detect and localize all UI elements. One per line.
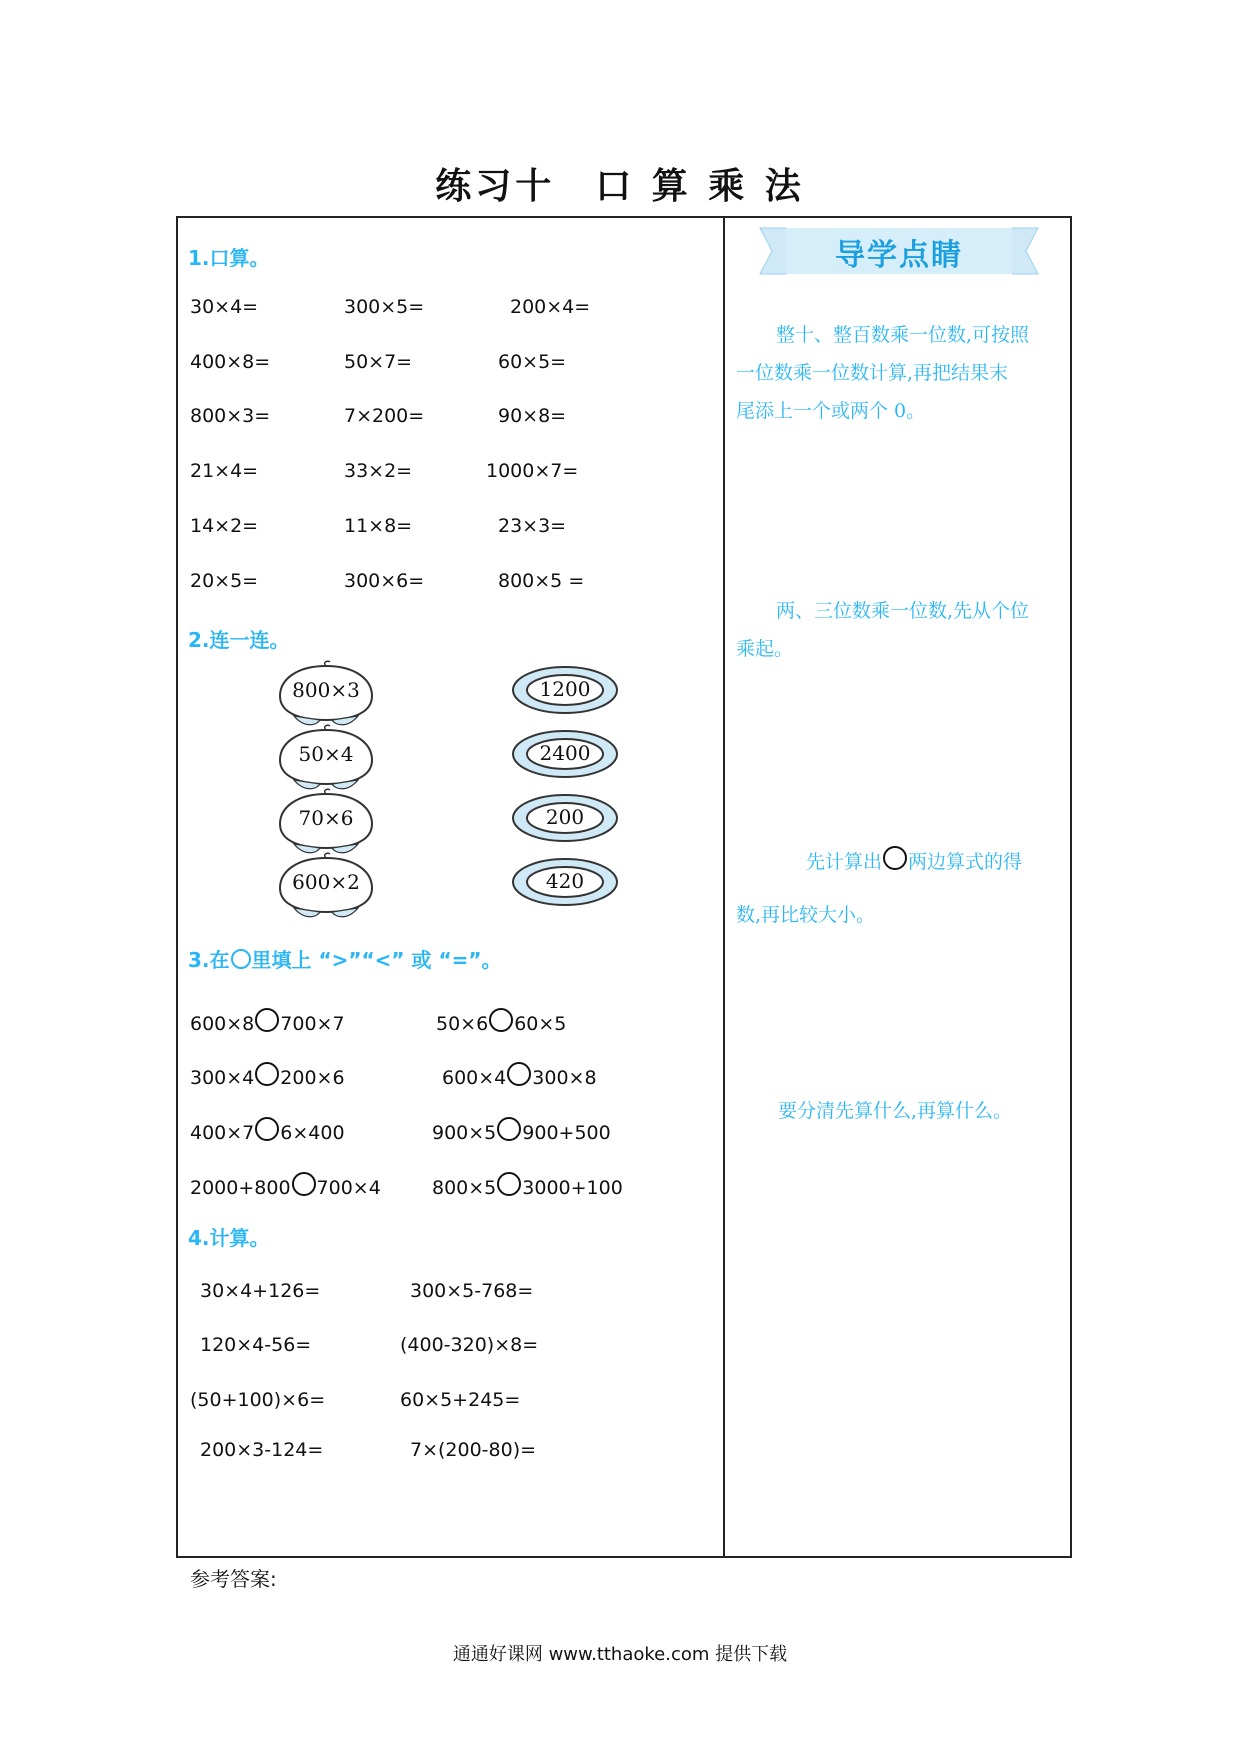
answer-circle[interactable] (292, 1172, 316, 1196)
tip-2 (736, 592, 1029, 668)
match-right-item: 1200 (539, 677, 591, 701)
answer-circle[interactable] (497, 1172, 521, 1196)
answer-circle[interactable] (255, 1062, 279, 1086)
answer-circle[interactable] (255, 1008, 279, 1032)
page-title: 练习十 口 算 乘 法 (435, 165, 805, 207)
oral-item: 300×6= (344, 570, 425, 592)
compare-right-expr: 6×400 (280, 1122, 345, 1144)
calc-item: 120×4-56= (200, 1334, 312, 1356)
compare-item (436, 1008, 566, 1035)
compare-item (432, 1172, 623, 1199)
compare-left-expr: 900×5 (432, 1122, 497, 1144)
tip-1 (736, 316, 1029, 430)
oral-item: 50×7= (344, 351, 413, 373)
circle-icon (231, 949, 251, 969)
section-1-heading: 1.口算。 (188, 246, 270, 270)
tip-3-suffix: 两边算式的得 (908, 851, 1023, 873)
calc-item: (50+100)×6= (190, 1389, 326, 1411)
oral-item: 20×5= (190, 570, 259, 592)
compare-left-expr: 400×7 (190, 1122, 255, 1144)
oral-item: 30×4= (190, 296, 259, 318)
compare-right-expr: 900+500 (522, 1122, 611, 1144)
match-left-item: 800×3 (292, 678, 360, 702)
tip-3 (806, 846, 1022, 874)
compare-item (442, 1062, 597, 1089)
oral-item: 14×2= (190, 515, 259, 537)
compare-left-expr: 600×8 (190, 1013, 255, 1035)
oral-item: 60×5= (498, 351, 567, 373)
oral-item: 800×5 = (498, 570, 585, 592)
oral-item: 800×3= (190, 405, 271, 427)
compare-right-expr: 700×7 (280, 1013, 345, 1035)
oral-item: 200×4= (510, 296, 591, 318)
calc-item: 300×5-768= (410, 1280, 534, 1302)
oral-item: 7×200= (344, 405, 425, 427)
match-right-item: 420 (545, 869, 585, 893)
tip-line: 乘起。 (736, 638, 794, 660)
compare-left-expr: 50×6 (436, 1013, 489, 1035)
compare-left-expr: 800×5 (432, 1177, 497, 1199)
compare-right-expr: 60×5 (514, 1013, 567, 1035)
compare-left-expr: 2000+800 (190, 1177, 291, 1199)
compare-item (190, 1008, 345, 1035)
oral-item: 90×8= (498, 405, 567, 427)
guide-banner-title: 导学点睛 (835, 238, 963, 273)
circle-icon (883, 846, 907, 870)
answer-circle[interactable] (255, 1117, 279, 1141)
section-3-suffix: 里填上 “>”“<” 或 “=”。 (251, 948, 502, 972)
compare-item (190, 1172, 381, 1199)
oral-item: 300×5= (344, 296, 425, 318)
tip-line: 尾添上一个或两个 0。 (736, 400, 926, 422)
match-right-item: 200 (545, 805, 585, 829)
calc-item: 60×5+245= (400, 1389, 521, 1411)
tip-line: 整十、整百数乘一位数,可按照 (776, 324, 1030, 346)
answer-circle[interactable] (497, 1117, 521, 1141)
match-left-item: 50×4 (298, 742, 354, 766)
section-3-prefix: 3.在 (188, 948, 230, 972)
oral-item: 23×3= (498, 515, 567, 537)
tip-3-prefix: 先计算出 (806, 851, 883, 873)
compare-left-expr: 600×4 (442, 1067, 507, 1089)
match-right-item: 2400 (539, 741, 591, 765)
column-divider (723, 216, 725, 1558)
compare-left-expr: 300×4 (190, 1067, 255, 1089)
tip-line: 两、三位数乘一位数,先从个位 (776, 600, 1030, 622)
calc-item: 30×4+126= (200, 1280, 321, 1302)
compare-item (190, 1117, 345, 1144)
section-4-heading: 4.计算。 (188, 1226, 270, 1250)
compare-right-expr: 300×8 (532, 1067, 597, 1089)
answers-label: 参考答案: (190, 1567, 277, 1591)
section-2-heading: 2.连一连。 (188, 628, 290, 652)
oral-item: 1000×7= (486, 460, 579, 482)
match-left-item: 70×6 (298, 806, 354, 830)
tip-4: 要分清先算什么,再算什么。 (778, 1100, 1013, 1122)
calc-item: 200×3-124= (200, 1439, 324, 1461)
compare-item (432, 1117, 611, 1144)
oral-item: 21×4= (190, 460, 259, 482)
calc-item: 7×(200-80)= (410, 1439, 537, 1461)
match-left-item: 600×2 (292, 870, 360, 894)
oral-item: 33×2= (344, 460, 413, 482)
compare-right-expr: 200×6 (280, 1067, 345, 1089)
calc-item: (400-320)×8= (400, 1334, 539, 1356)
footer-text: 通通好课网 www.tthaoke.com 提供下载 (452, 1644, 788, 1665)
tip-line: 一位数乘一位数计算,再把结果末 (736, 362, 1009, 384)
answer-circle[interactable] (507, 1062, 531, 1086)
oral-item: 400×8= (190, 351, 271, 373)
section-3-heading (188, 944, 502, 973)
compare-right-expr: 3000+100 (522, 1177, 623, 1199)
compare-right-expr: 700×4 (316, 1177, 381, 1199)
oral-item: 11×8= (344, 515, 413, 537)
answer-circle[interactable] (489, 1008, 513, 1032)
tip-3-line2: 数,再比较大小。 (736, 904, 876, 926)
compare-item (190, 1062, 345, 1089)
